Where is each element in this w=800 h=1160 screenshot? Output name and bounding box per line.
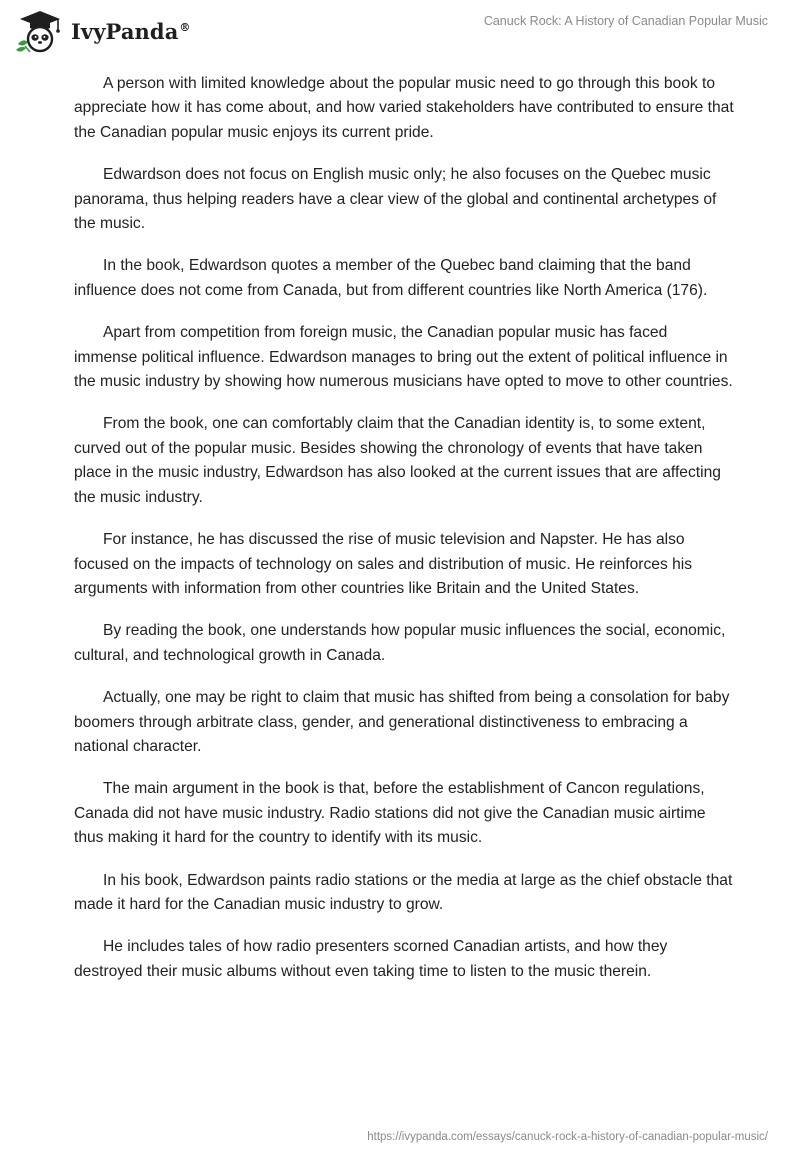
paragraph: For instance, he has discussed the rise of music television and Napster. He has also focused on the impacts of technology on sales and distribution of music. He reinforces his arguments with information from other countries like Britain and the United States.: [74, 531, 693, 597]
paragraph: The main argument in the book is that, before the establishment of Cancon regulations, Canada did not have music industry. Radio stations did not give the Canadian music airtime thus making it hard for the country to identify with its music.: [74, 780, 706, 847]
essay-body: [74, 72, 734, 1002]
paragraph: In the book, Edwardson quotes a member of the Quebec band claiming that the band influence does not come from Canada, but from different countries like North America (176).: [74, 257, 708, 299]
panda-graduate-icon: [14, 8, 66, 54]
document-title: Canuck Rock: A History of Canadian Popular Music: [483, 14, 768, 28]
logo-name: IvyPanda: [71, 18, 179, 44]
paragraph: From the book, one can comfortably claim that the Canadian identity is, to some extent, curved out of the popular music. Besides showing the chronology of events that have taken place in the music industry, Edwardson has also looked at the current issues that are affecting the music industry.: [74, 415, 721, 506]
paragraph: In his book, Edwardson paints radio stations or the media at large as the chief obstacle that made it hard for the Canadian music industry to grow.: [74, 871, 733, 913]
paragraph: Actually, one may be right to claim that music has shifted from being a consolation for baby boomers through arbitrate class, gender, and generational distinctiveness to embracing a national character.: [74, 689, 730, 755]
logo[interactable]: [14, 8, 191, 54]
page-header: [0, 0, 800, 66]
paragraph: By reading the book, one understands how popular music influences the social, economic, cultural, and technological growth in Canada.: [74, 622, 726, 664]
logo-text: [71, 19, 191, 44]
paragraph: Apart from competition from foreign music, the Canadian popular music has faced immense political influence. Edwardson manages to bring out the extent of political influence in the music industry by showing how numerous musicians have opted to move to other countries.: [74, 324, 733, 391]
paragraph: He includes tales of how radio presenters scorned Canadian artists, and how they destroyed their music albums without even taking time to listen to the music therein.: [74, 938, 668, 980]
paragraph: A person with limited knowledge about the popular music need to go through this book to appreciate how it has come about, and how varied stakeholders have contributed to ensure that the Canadian popular music enjoys its current pride.: [74, 75, 734, 141]
source-url-link[interactable]: https://ivypanda.com/essays/canuck-rock-a-history-of-canadian-popular-music/: [367, 1131, 768, 1143]
logo-registered-mark: ®: [179, 20, 191, 34]
paragraph: Edwardson does not focus on English music only; he also focuses on the Quebec music panorama, thus helping readers have a clear view of the global and continental archetypes of the music.: [74, 166, 717, 233]
